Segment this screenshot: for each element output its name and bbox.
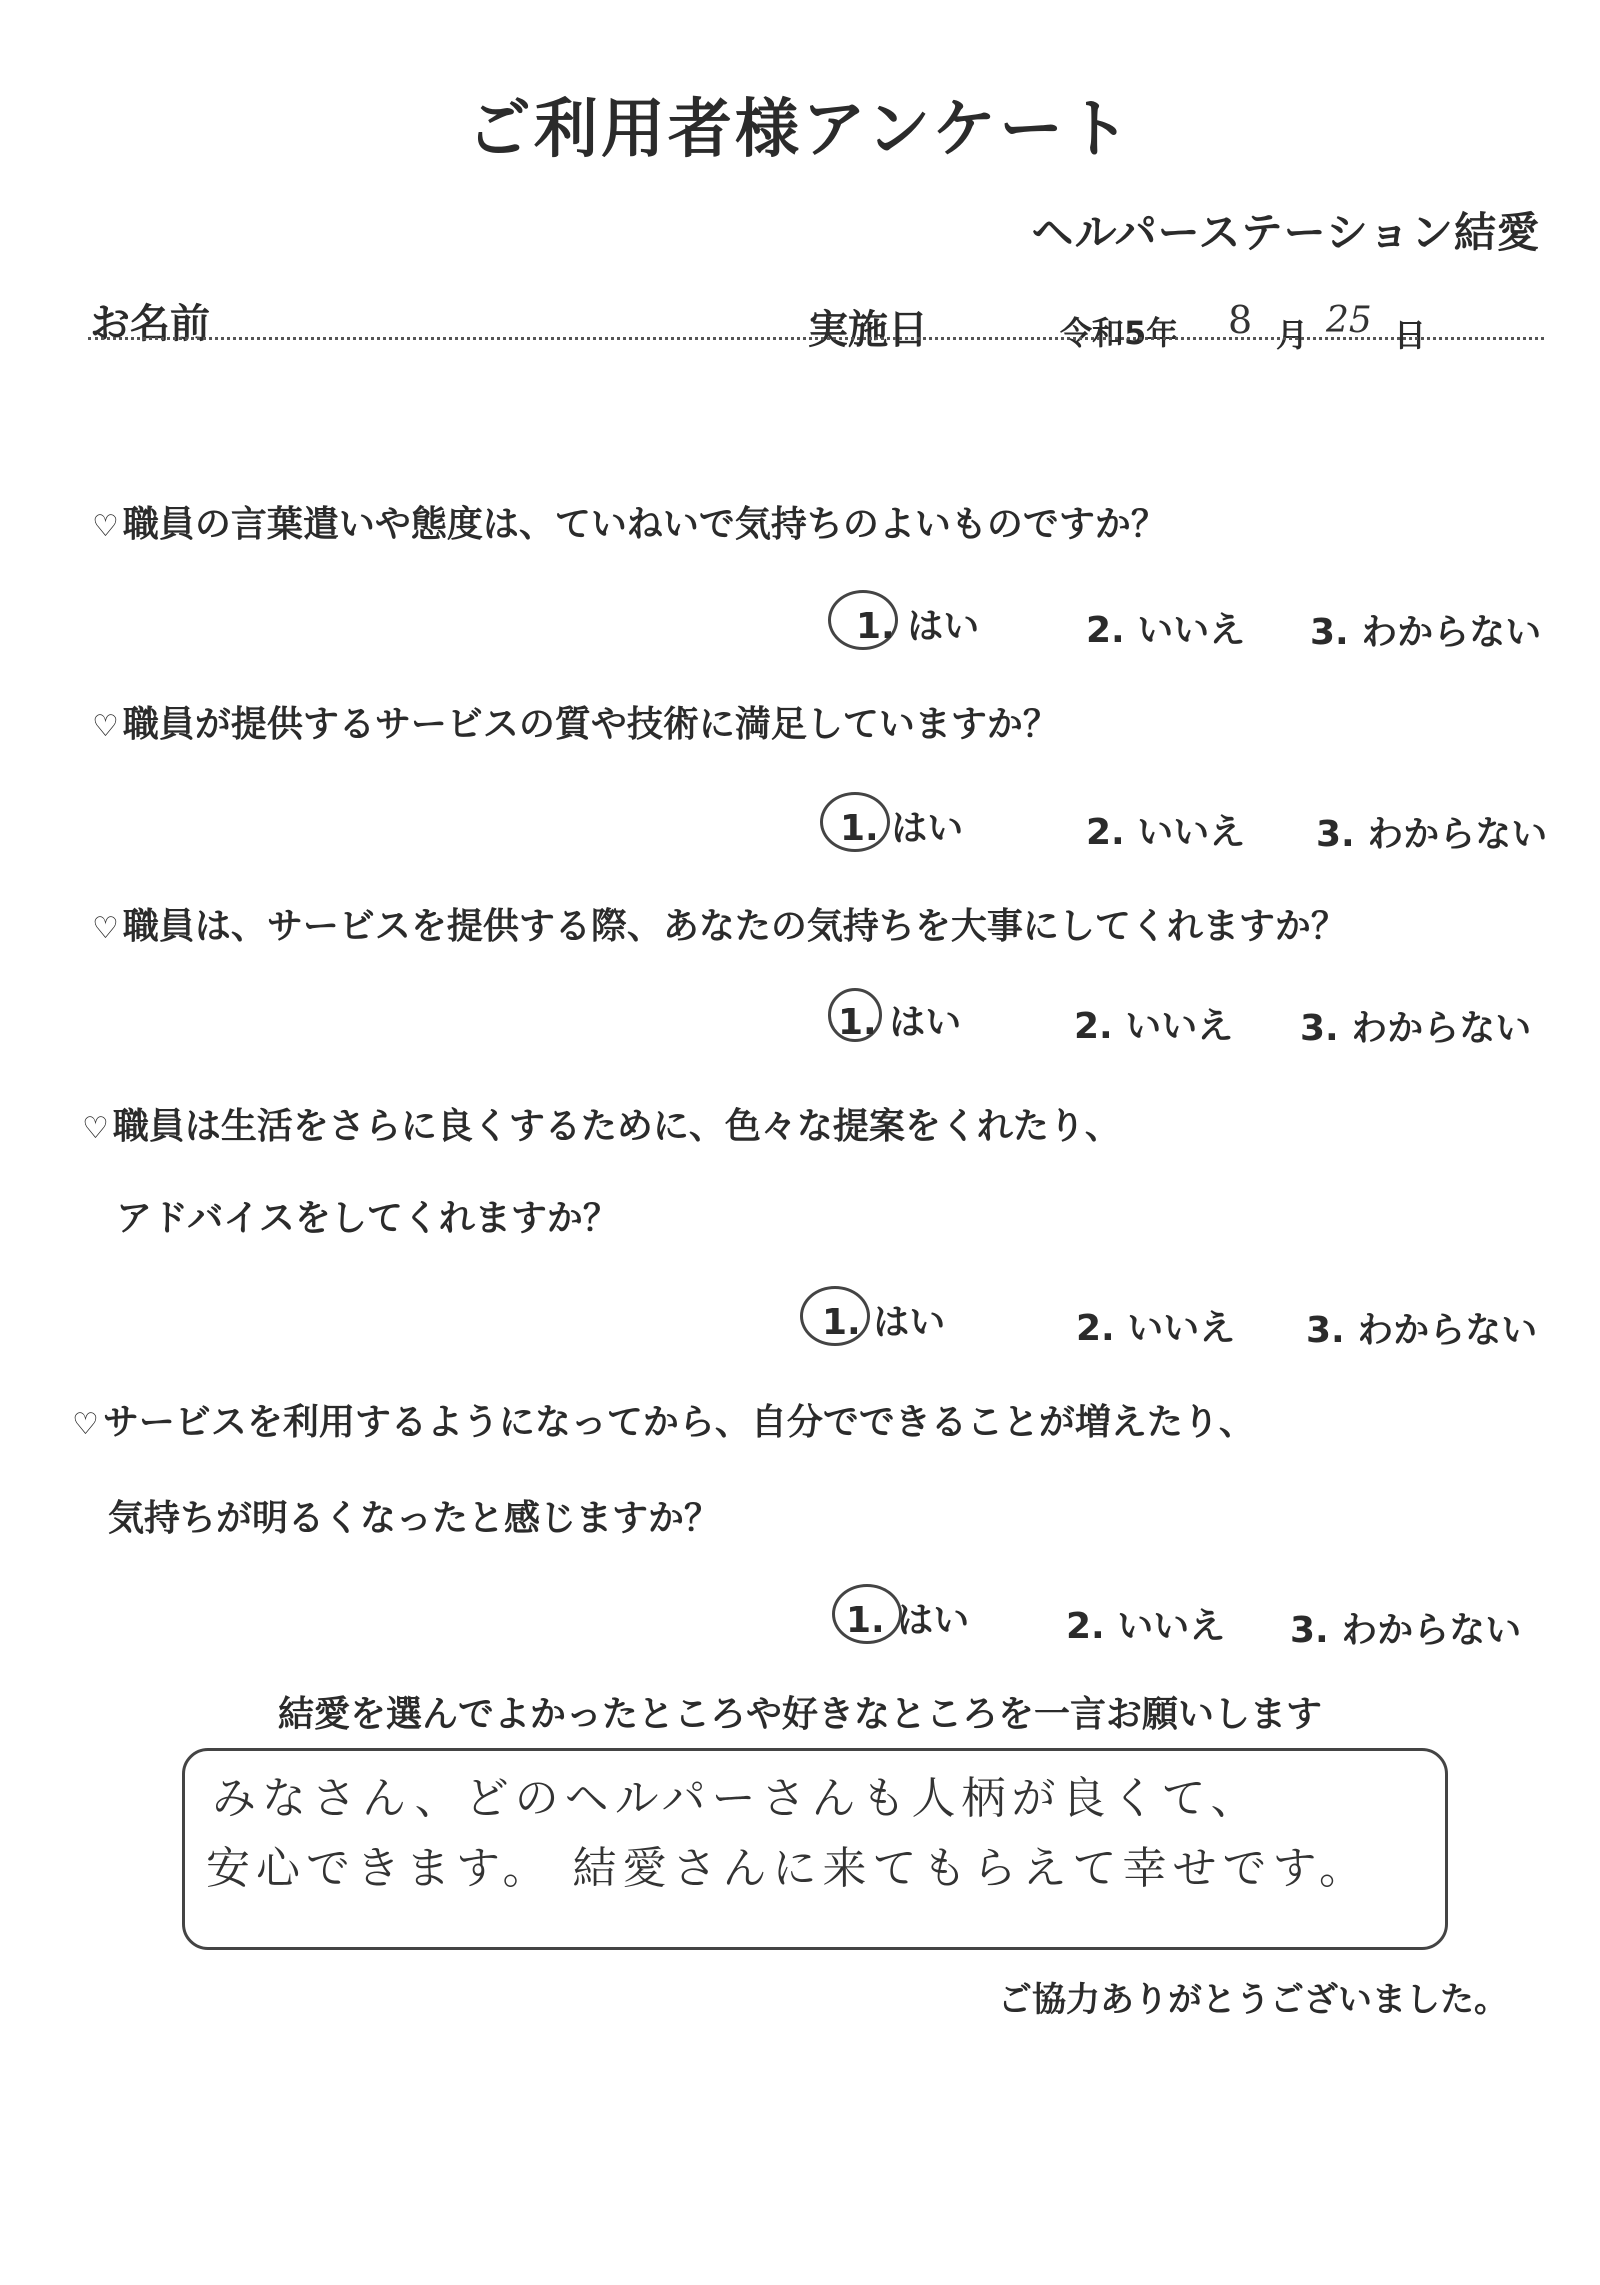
- era-year: 令和5年: [1060, 314, 1179, 352]
- comment-line-2: 安心できます。 結愛さんに来てもらえて幸せです。: [206, 1843, 1369, 1894]
- question-1: [92, 496, 1167, 547]
- organization-name: ヘルパーステーション結愛: [1031, 208, 1540, 257]
- question-4: [82, 1098, 1121, 1149]
- q3-option-yes[interactable]: 1. はい: [838, 1002, 962, 1043]
- heart-icon: ♡: [92, 709, 119, 744]
- month-value: 8: [1228, 298, 1253, 342]
- q2-option-yes[interactable]: 1. はい: [840, 808, 964, 849]
- question-1-text: 職員の言葉遣いや態度は、ていねいで気持ちのよいものですか？: [122, 504, 1167, 545]
- heart-icon: ♡: [92, 911, 119, 946]
- q2-option-unknown[interactable]: 3. わからない: [1316, 814, 1548, 855]
- q5-option-no[interactable]: 2. いいえ: [1066, 1606, 1226, 1647]
- q4-option-yes[interactable]: 1. はい: [822, 1302, 946, 1343]
- header-dotted-line: [88, 337, 1544, 340]
- question-4-text-line-1: 職員は生活をさらに良くするために、色々な提案をくれたり、: [112, 1106, 1121, 1147]
- heart-icon: ♡: [72, 1407, 99, 1442]
- q4-option-no[interactable]: 2. いいえ: [1076, 1308, 1236, 1349]
- thanks-message: ご協力ありがとうございました。: [998, 1980, 1508, 2020]
- question-2-text: 職員が提供するサービスの質や技術に満足していますか？: [122, 704, 1059, 745]
- q3-option-no[interactable]: 2. いいえ: [1074, 1006, 1234, 1047]
- question-4-text-line-2: アドバイスをしてくれますか？: [116, 1198, 619, 1239]
- question-5-text-line-1: サービスを利用するようになってから、自分でできることが増えたり、: [102, 1402, 1255, 1443]
- q3-option-unknown[interactable]: 3. わからない: [1300, 1008, 1532, 1049]
- q4-option-unknown[interactable]: 3. わからない: [1306, 1310, 1538, 1351]
- name-label: お名前: [90, 301, 210, 347]
- day-value: 25: [1326, 300, 1372, 341]
- q5-option-yes[interactable]: 1. はい: [846, 1600, 970, 1641]
- heart-icon: ♡: [82, 1111, 109, 1146]
- q2-option-no[interactable]: 2. いいえ: [1086, 812, 1246, 853]
- q5-option-unknown[interactable]: 3. わからない: [1290, 1610, 1522, 1651]
- heart-icon: ♡: [92, 509, 119, 544]
- question-3: [92, 898, 1347, 949]
- q1-option-no[interactable]: 2. いいえ: [1086, 610, 1246, 651]
- day-label: 日: [1394, 316, 1427, 354]
- comment-prompt: 結愛を選んでよかったところや好きなところを一言お願いします: [277, 1694, 1322, 1735]
- question-2: [92, 696, 1059, 747]
- survey-title: ご利用者様アンケート: [466, 93, 1134, 167]
- q1-option-unknown[interactable]: 3. わからない: [1310, 612, 1542, 653]
- question-5-text-line-2: 気持ちが明るくなったと感じますか？: [108, 1498, 721, 1539]
- month-label: 月: [1276, 316, 1309, 354]
- question-5: [72, 1394, 1255, 1445]
- comment-line-1: みなさん、どのヘルパーさんも人柄が良くて、: [212, 1773, 1261, 1824]
- question-3-text: 職員は、サービスを提供する際、あなたの気持ちを大事にしてくれますか？: [122, 906, 1347, 947]
- q1-option-yes[interactable]: 1. はい: [856, 606, 980, 647]
- date-label: 実施日: [808, 307, 928, 353]
